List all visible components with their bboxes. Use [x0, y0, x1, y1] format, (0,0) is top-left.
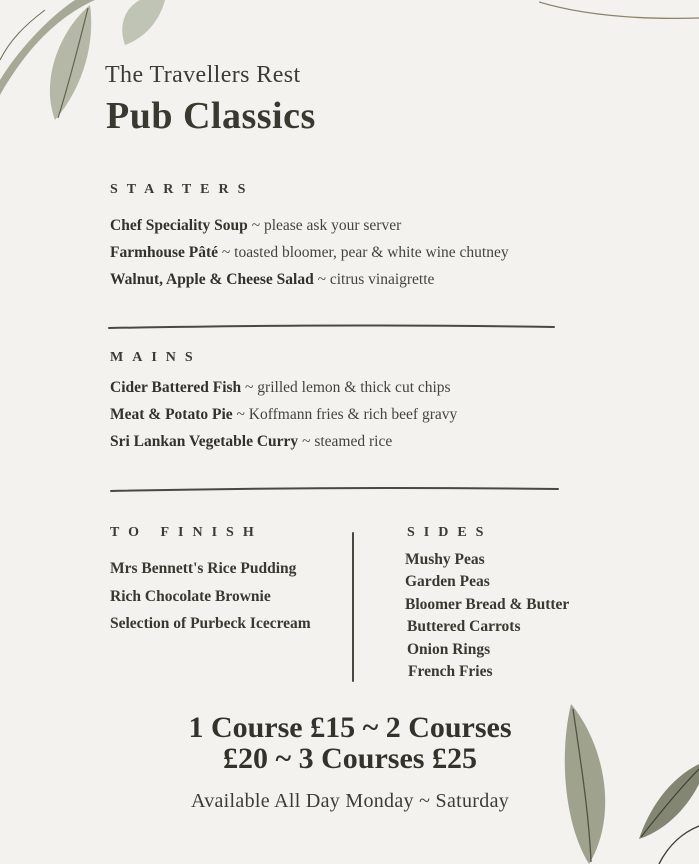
column-divider: [352, 532, 354, 682]
pricing-line-1: 1 Course £15 ~ 2 Courses: [188, 711, 512, 744]
section-divider: [108, 322, 556, 332]
list-item: Mrs Bennett's Rice Pudding: [110, 560, 297, 577]
pricing-text: [130, 712, 570, 774]
list-item: Mushy Peas: [405, 551, 485, 568]
list-item: Buttered Carrots: [407, 618, 521, 636]
mains-list: [110, 374, 457, 455]
list-item: Selection of Purbeck Icecream: [110, 615, 311, 632]
leaf-decoration-bottom-right: [559, 704, 699, 864]
starters-heading: STARTERS: [110, 182, 255, 197]
list-item: Garden Peas: [405, 573, 490, 591]
to-finish-heading: TO FINISH: [110, 525, 263, 540]
list-item: Cider Battered Fish ~ grilled lemon & thick cut chips: [110, 379, 451, 396]
sides-list: [405, 549, 569, 683]
section-divider: [110, 485, 560, 495]
branch-decoration-top-right: [539, 0, 699, 30]
list-item: Onion Rings: [407, 640, 491, 658]
starters-list: [110, 212, 509, 293]
sides-heading: SIDES: [407, 525, 493, 540]
list-item: French Fries: [408, 663, 493, 681]
pricing-line-2: £20 ~ 3 Courses £25: [223, 742, 477, 775]
list-item: Sri Lankan Vegetable Curry ~ steamed rice: [110, 433, 393, 450]
list-item: Chef Speciality Soup ~ please ask your server: [110, 217, 402, 234]
to-finish-list: [110, 555, 311, 638]
list-item: Bloomer Bread & Butter: [405, 595, 570, 613]
list-item: Rich Chocolate Brownie: [110, 587, 271, 605]
mains-heading: MAINS: [110, 350, 202, 365]
restaurant-name: The Travellers Rest: [105, 62, 301, 88]
menu-title: Pub Classics: [106, 95, 316, 137]
list-item: Farmhouse Pâté ~ toasted bloomer, pear & white wine chutney: [110, 244, 509, 261]
list-item: Walnut, Apple & Cheese Salad ~ citrus vinaigrette: [110, 271, 435, 288]
list-item: Meat & Potato Pie ~ Koffmann fries & rich beef gravy: [110, 406, 458, 423]
availability-text: Available All Day Monday ~ Saturday: [190, 790, 510, 812]
